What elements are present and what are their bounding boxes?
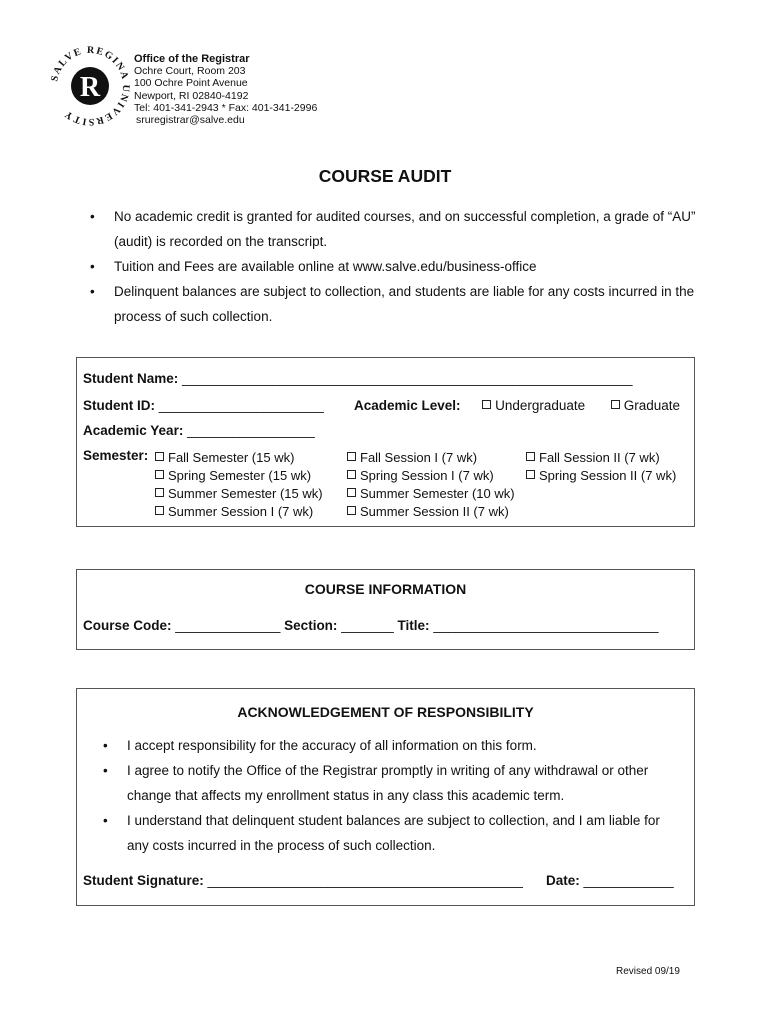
address-line-3: Newport, RI 02840-4192: [134, 89, 249, 102]
course-code-label: Course Code:: [83, 618, 172, 633]
university-seal-logo: [50, 46, 130, 126]
checkbox-icon[interactable]: [611, 400, 620, 409]
semester-option[interactable]: Spring Semester (15 wk): [155, 467, 323, 485]
signature-label: Student Signature:: [83, 873, 204, 888]
semester-option[interactable]: Spring Session I (7 wk): [347, 467, 515, 485]
course-info-box: [76, 569, 695, 650]
list-item: • Delinquent balances are subject to collection, and students are liable for any costs incurred in the process of such collection.: [90, 279, 700, 329]
semester-options-col3: [526, 449, 676, 485]
bullet-icon: •: [90, 284, 95, 299]
phone-fax: Tel: 401-341-2943 * Fax: 401-341-2996: [134, 101, 318, 114]
bullet-icon: •: [103, 738, 108, 753]
office-name: Office of the Registrar: [134, 53, 250, 65]
semester-label: Semester:: [83, 448, 149, 463]
student-id-field[interactable]: ______________________: [158, 398, 324, 413]
acknowledgement-box: [76, 688, 695, 906]
registrar-contact-block: [134, 53, 317, 126]
semester-option[interactable]: Fall Session I (7 wk): [347, 449, 515, 467]
bullet-icon: •: [90, 259, 95, 274]
graduate-option[interactable]: Graduate: [611, 398, 680, 413]
section-field[interactable]: _______: [341, 618, 394, 633]
list-item: • No academic credit is granted for audited courses, and on successful completion, a grade of “AU” (audit) is recorded on the transcript.: [90, 204, 700, 254]
date-field[interactable]: ____________: [583, 873, 674, 888]
address-line-2: 100 Ochre Point Avenue: [134, 77, 248, 90]
course-info-heading: COURSE INFORMATION: [304, 581, 467, 597]
revision-note: Revised 09/19: [616, 966, 680, 977]
academic-level-label: Academic Level:: [354, 398, 461, 413]
academic-year-label: Academic Year:: [83, 423, 184, 438]
semester-option[interactable]: Summer Semester (15 wk): [155, 485, 323, 503]
section-label: Section:: [284, 618, 338, 633]
bullet-icon: •: [90, 209, 95, 224]
semester-option[interactable]: Summer Session I (7 wk): [155, 503, 323, 521]
semester-options-col2: [347, 449, 515, 521]
checkbox-icon[interactable]: [347, 470, 356, 479]
checkbox-icon[interactable]: [526, 452, 535, 461]
address-line-1: Ochre Court, Room 203: [134, 65, 246, 78]
bullet-icon: •: [103, 763, 108, 778]
page-title: COURSE AUDIT: [318, 166, 452, 186]
student-info-box: [76, 357, 695, 527]
semester-option[interactable]: Spring Session II (7 wk): [526, 467, 676, 485]
checkbox-icon[interactable]: [155, 452, 164, 461]
policy-bullet-list: [90, 204, 700, 329]
semester-option[interactable]: Fall Session II (7 wk): [526, 449, 676, 467]
semester-options-col1: [155, 449, 323, 521]
course-code-field[interactable]: ______________: [175, 618, 281, 633]
title-field[interactable]: ______________________________: [433, 618, 659, 633]
student-id-label: Student ID:: [83, 398, 155, 413]
checkbox-icon[interactable]: [347, 452, 356, 461]
student-name-label: Student Name:: [83, 371, 179, 386]
seal-letter: R: [79, 72, 101, 103]
student-name-field[interactable]: ____________________________________________________________: [182, 371, 633, 386]
semester-option[interactable]: Fall Semester (15 wk): [155, 449, 323, 467]
title-label: Title:: [397, 618, 430, 633]
list-item: • Tuition and Fees are available online at www.salve.edu/business-office: [90, 254, 700, 279]
date-label: Date:: [546, 873, 580, 888]
checkbox-icon[interactable]: [155, 470, 164, 479]
checkbox-icon[interactable]: [347, 488, 356, 497]
academic-year-field[interactable]: _________________: [187, 423, 315, 438]
checkbox-icon[interactable]: [155, 488, 164, 497]
bullet-icon: •: [103, 813, 108, 828]
acknowledgement-list: [103, 733, 683, 858]
acknowledgement-heading: ACKNOWLEDGEMENT OF RESPONSIBILITY: [237, 704, 534, 720]
undergraduate-option[interactable]: Undergraduate: [482, 398, 585, 413]
semester-option[interactable]: Summer Semester (10 wk): [347, 485, 515, 503]
semester-option[interactable]: Summer Session II (7 wk): [347, 503, 515, 521]
checkbox-icon[interactable]: [155, 506, 164, 515]
list-item: • I understand that delinquent student balances are subject to collection, and I am liable for any costs incurred in the process of such collection.: [103, 808, 683, 858]
checkbox-icon[interactable]: [482, 400, 491, 409]
checkbox-icon[interactable]: [526, 470, 535, 479]
signature-field[interactable]: __________________________________________: [207, 873, 523, 888]
checkbox-icon[interactable]: [347, 506, 356, 515]
list-item: • I accept responsibility for the accuracy of all information on this form.: [103, 733, 683, 758]
seal-ring-text: SALVE REGINA NIVERSITY: [50, 46, 130, 126]
email-address: sruregistrar@salve.edu: [136, 114, 245, 127]
list-item: • I agree to notify the Office of the Registrar promptly in writing of any withdrawal or other change that affects my enrollment status in any class this academic term.: [103, 758, 683, 808]
